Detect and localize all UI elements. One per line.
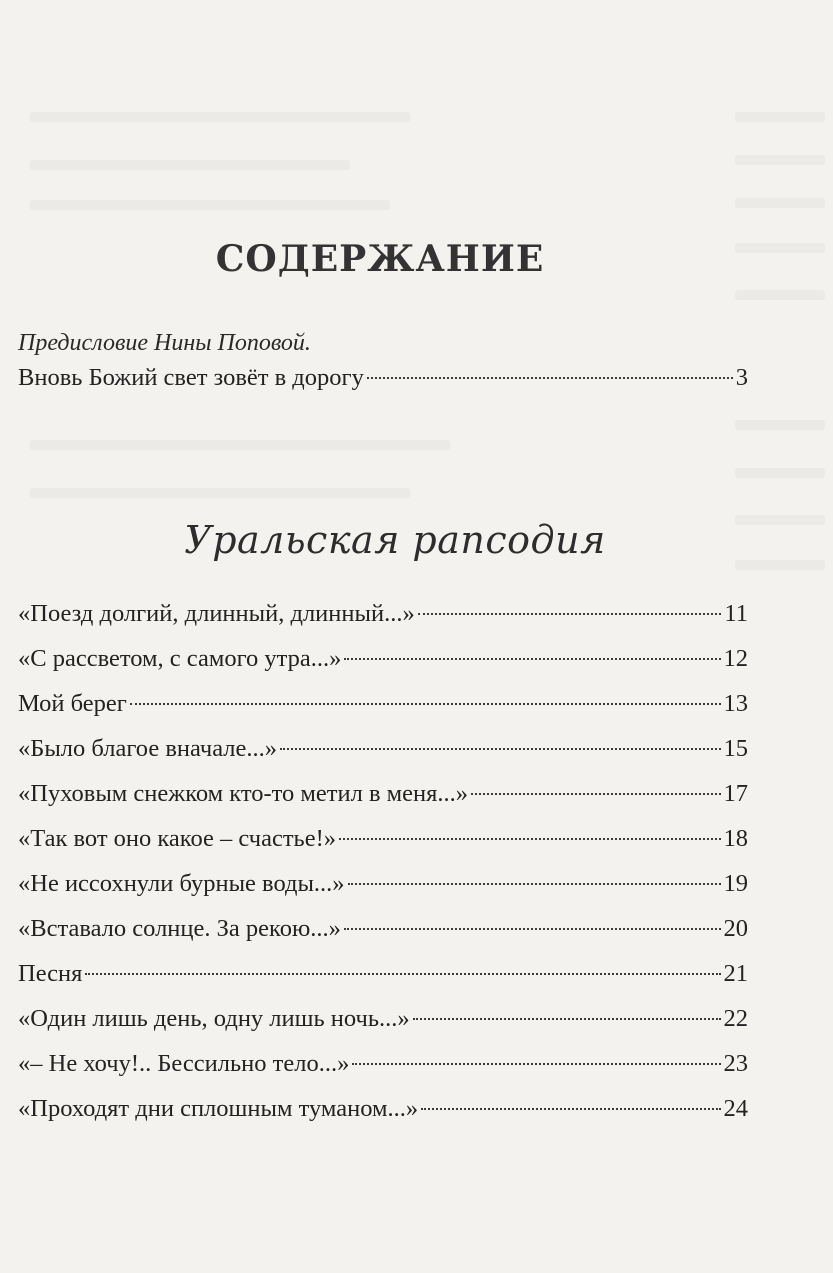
toc-entry[interactable] <box>18 690 748 726</box>
toc-entry-title: «Вставало солнце. За рекою...» <box>18 915 341 942</box>
dot-leader <box>413 1018 721 1020</box>
toc-entry-page: 20 <box>723 915 748 942</box>
toc-entry[interactable] <box>18 600 748 636</box>
dot-leader <box>471 793 720 795</box>
dot-leader <box>418 613 722 615</box>
toc-entry[interactable] <box>18 915 748 951</box>
toc-entry-title: Мой берег <box>18 690 127 717</box>
toc-entry-page: 18 <box>723 825 748 852</box>
toc-entry-page: 22 <box>723 1005 748 1032</box>
dot-leader <box>348 883 721 885</box>
toc-entry-title: «С рассветом, с самого утра...» <box>18 645 342 672</box>
dot-leader <box>421 1108 720 1110</box>
dot-leader <box>339 838 720 840</box>
dot-leader <box>367 377 733 379</box>
toc-entry-page: 12 <box>723 645 748 672</box>
toc-entry-page: 21 <box>723 960 748 987</box>
toc-entry[interactable] <box>18 870 748 906</box>
toc-entry-page: 17 <box>723 780 748 807</box>
toc-entry[interactable] <box>18 735 748 771</box>
toc-entry[interactable] <box>18 1005 748 1041</box>
toc-entry[interactable] <box>18 645 748 681</box>
toc-entry-title: Вновь Божий свет зовёт в дорогу <box>18 364 364 391</box>
toc-entry-page: 13 <box>723 690 748 717</box>
toc-entry-page: 3 <box>735 364 748 391</box>
toc-entry-title: «Пуховым снежком кто-то метил в меня...» <box>18 780 469 807</box>
section-heading: Уральская рапсодия <box>184 518 606 562</box>
toc-entry-page: 24 <box>723 1095 748 1122</box>
toc-entry-page: 11 <box>724 600 748 627</box>
toc-entry-title: «Не иссохнули бурные воды...» <box>18 870 345 897</box>
dot-leader <box>344 928 721 930</box>
page-title: СОДЕРЖАНИЕ <box>215 238 545 280</box>
toc-entry[interactable] <box>18 1050 748 1086</box>
toc-entry-title: «Один лишь день, одну лишь ночь...» <box>18 1005 410 1032</box>
toc-entry[interactable] <box>18 960 748 996</box>
toc-entry-page: 15 <box>723 735 748 762</box>
toc-entry-title: «Так вот оно какое – счастье!» <box>18 825 337 852</box>
toc-entry[interactable] <box>18 1095 748 1131</box>
dot-leader <box>344 658 720 660</box>
toc-entry-title: «Проходят дни сплошным туманом...» <box>18 1095 419 1122</box>
toc-entry[interactable] <box>18 780 748 816</box>
toc-entry-page: 23 <box>723 1050 748 1077</box>
preface-author-line: Предисловие Нины Поповой. <box>18 330 311 356</box>
toc-entry-title: «– Не хочу!.. Бессильно тело...» <box>18 1050 350 1077</box>
toc-entry-title: Песня <box>18 960 83 987</box>
toc-entry-page: 19 <box>723 870 748 897</box>
dot-leader <box>85 973 720 975</box>
dot-leader <box>130 703 721 705</box>
toc-entry[interactable] <box>18 825 748 861</box>
toc-entry-title: «Поезд долгий, длинный, длинный...» <box>18 600 415 627</box>
toc-entry-title: «Было благое вначале...» <box>18 735 278 762</box>
toc-entry-preface[interactable] <box>18 364 748 400</box>
dot-leader <box>280 748 720 750</box>
dot-leader <box>352 1063 720 1065</box>
